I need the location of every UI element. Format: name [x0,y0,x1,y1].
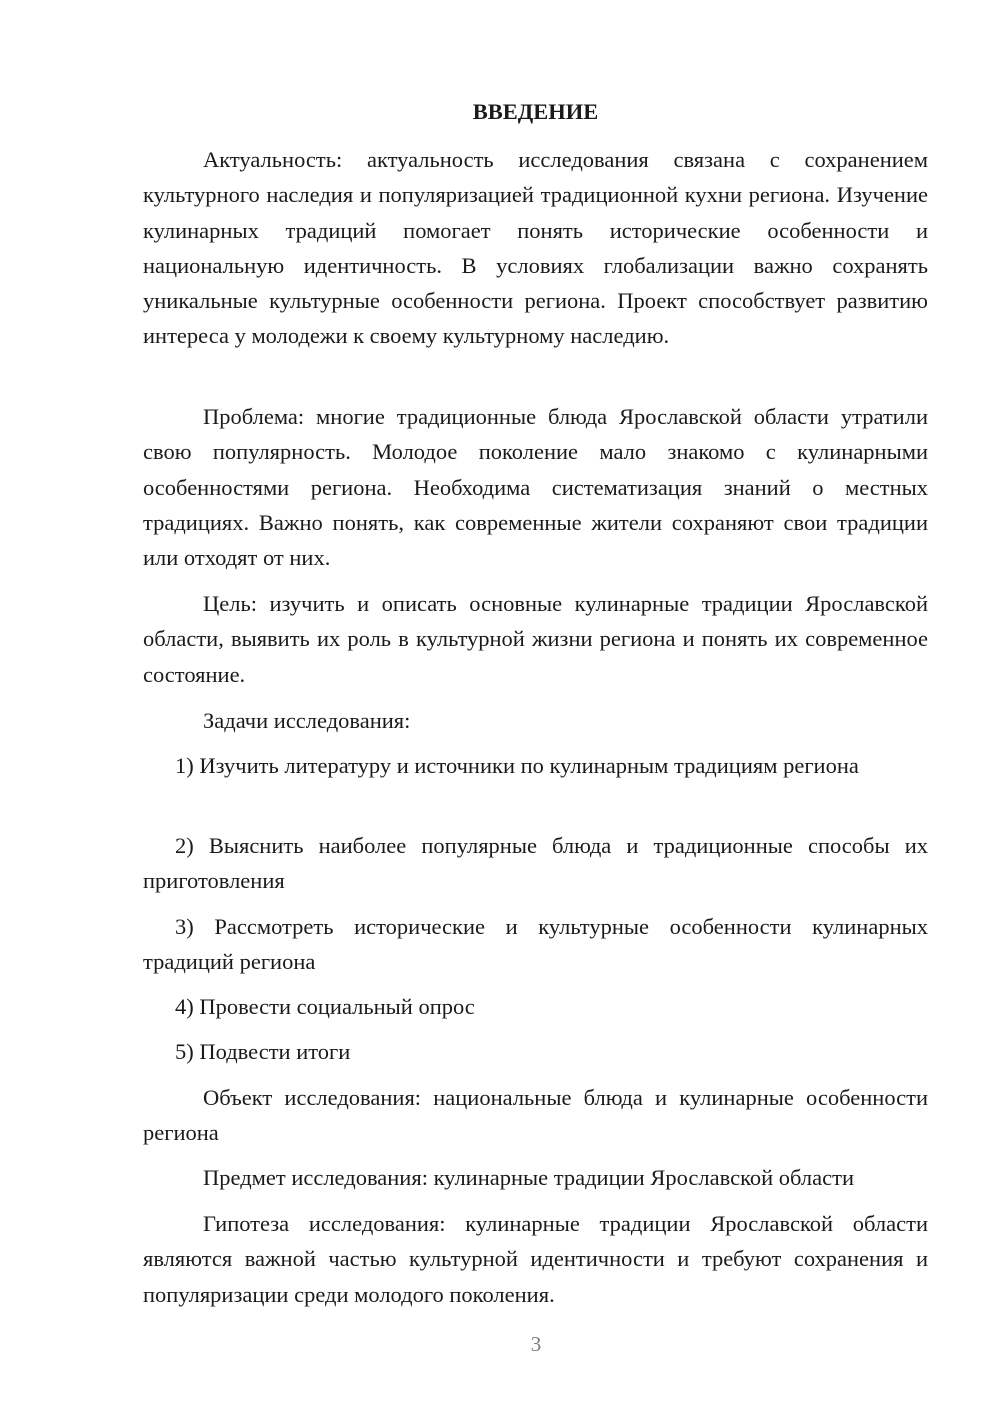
list-item: 5) Подвести итоги [175,1039,351,1064]
list-item: 2) Выяснить наиболее популярные блюда и традиционные способы их приготовления [143,833,928,894]
page-number: 3 [530,1332,542,1356]
list-item: 1) Изучить литературу и источники по кулинарным традициям региона [175,753,859,778]
object-paragraph: Объект исследования: национальные блюда и кулинарные особенности региона [143,1085,928,1146]
page-title: ВВЕДЕНИЕ [472,99,599,124]
problem-paragraph: Проблема: многие традиционные блюда Ярославской области утратили свою популярность. Молодое поколение мало знакомо с кулинарными особенностями региона. Необходима систематизация знаний о местных традициях. Важно понять, как современные жители сохраняют свои традиции или отходят от них. [143,404,928,571]
subject-paragraph: Предмет исследования: кулинарные традиции Ярославской области [203,1165,855,1190]
hypothesis-paragraph: Гипотеза исследования: кулинарные традиции Ярославской области являются важной частью культурной идентичности и требуют сохранения и популяризации среди молодого поколения. [143,1211,928,1307]
relevance-paragraph: Актуальность: актуальность исследования связана с сохранением культурного наследия и популяризацией традиционной кухни региона. Изучение кулинарных традиций помогает понять исторические особенности и национальную идентичность. В условиях глобализации важно сохранять уникальные культурные особенности региона. Проект способствует развитию интереса у молодежи к своему культурному наследию. [143,147,928,349]
list-item: 3) Рассмотреть исторические и культурные особенности кулинарных традиций региона [143,914,928,975]
tasks-title: Задачи исследования: [203,708,411,733]
goal-paragraph: Цель: изучить и описать основные кулинарные традиции Ярославской области, выявить их роль в культурной жизни региона и понять их современное состояние. [143,591,928,687]
list-item: 4) Провести социальный опрос [175,994,475,1019]
